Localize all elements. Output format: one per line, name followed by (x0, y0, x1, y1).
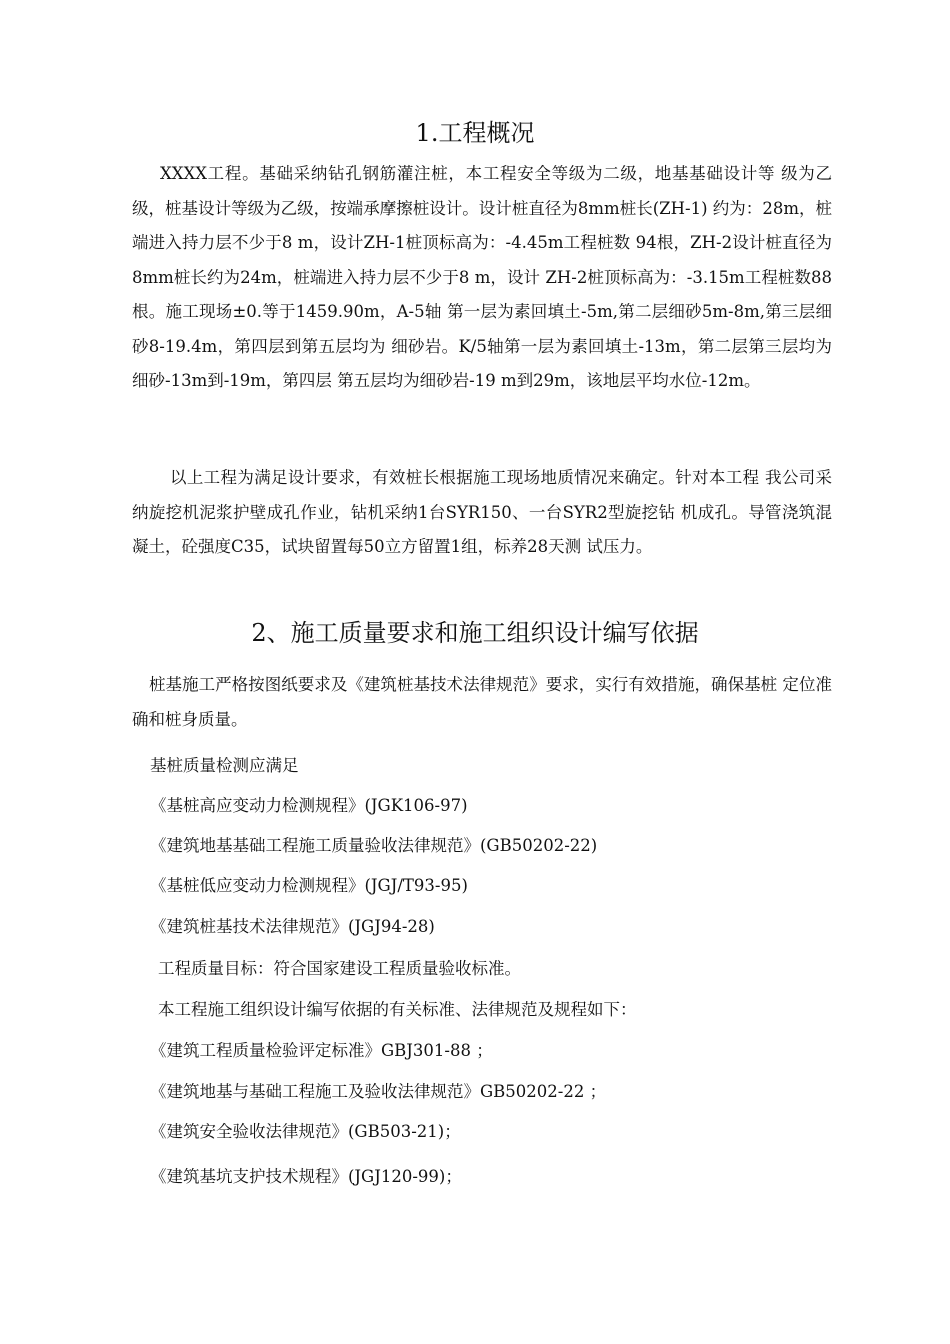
standard-line: 《建筑地基基础工程施工质量验收法律规范》(GB50202-22) (150, 836, 598, 855)
section-2-paragraph-1: 桩基施工严格按图纸要求及《建筑桩基技术法律规范》要求，实行有效措施，确保基桩 定位准确和桩身质量。 (132, 675, 832, 729)
standard-line: 《建筑桩基技术法律规范》(JGJ94-28) (150, 917, 435, 936)
section-1-paragraph-2: 以上工程为满足设计要求，有效桩长根据施工现场地质情况来确定。针对本工程 我公司采纳旋挖机泥浆护壁成孔作业，钻机采纳1台SYR150、一台SYR2型旋挖钻 机成孔。导管浇筑混凝土，砼强度C35，试块留置每50立方留置1组，标养28天测 试压力。 (132, 468, 832, 556)
standard-line: 《基桩高应变动力检测规程》(JGK106-97) (150, 796, 468, 815)
standard-line: 《建筑工程质量检验评定标准》GBJ301-88 ； (150, 1041, 493, 1060)
section-2-title: 2、施工质量要求和施工组织设计编写依据 (251, 619, 699, 647)
section-1-paragraph-1: XXXX工程。基础采纳钻孔钢筋灌注桩，本工程安全等级为二级，地基基础设计等 级为乙级，桩基设计等级为乙级，按端承摩擦桩设计。设计桩直径为8mm桩长(ZH-1) 约为：28m，桩端进入持力层不少于8 m，设计ZH-1桩顶标高为：-4.45m工程桩数 94根，ZH-2设计桩直径为8mm桩长约为24m，桩端进入持力层不少于8 m，设计 ZH-2桩顶标高为：-3.15m工程桩数88根。施工现场±0.等于1459.90m，A-5轴 第一层为素回填土-5m,第二层细砂5m-8m,第三层细砂8-19.4m，第四层到第五层均为 细砂岩。K/5轴第一层为素回填土-13m，第二层第三层均为细砂-13m到-19m，第四层 第五层均为细砂岩-19 m到29m，该地层平均水位-12m。 (132, 164, 832, 390)
detection-requirement-line: 基桩质量检测应满足 (150, 756, 299, 775)
standard-line: 《基桩低应变动力检测规程》(JGJ/T93-95) (150, 876, 468, 895)
section-1-title: 1.工程概况 (415, 119, 535, 147)
standard-line: 《建筑安全验收法律规范》(GB503-21)； (150, 1122, 461, 1141)
quality-target-line: 工程质量目标：符合国家建设工程质量验收标准。 (158, 959, 521, 978)
basis-intro-line: 本工程施工组织设计编写依据的有关标准、法律规范及规程如下： (158, 1000, 637, 1019)
standard-line: 《建筑地基与基础工程施工及验收法律规范》GB50202-22 ； (150, 1082, 607, 1101)
standard-line: 《建筑基坑支护技术规程》(JGJ120-99)； (150, 1167, 462, 1186)
